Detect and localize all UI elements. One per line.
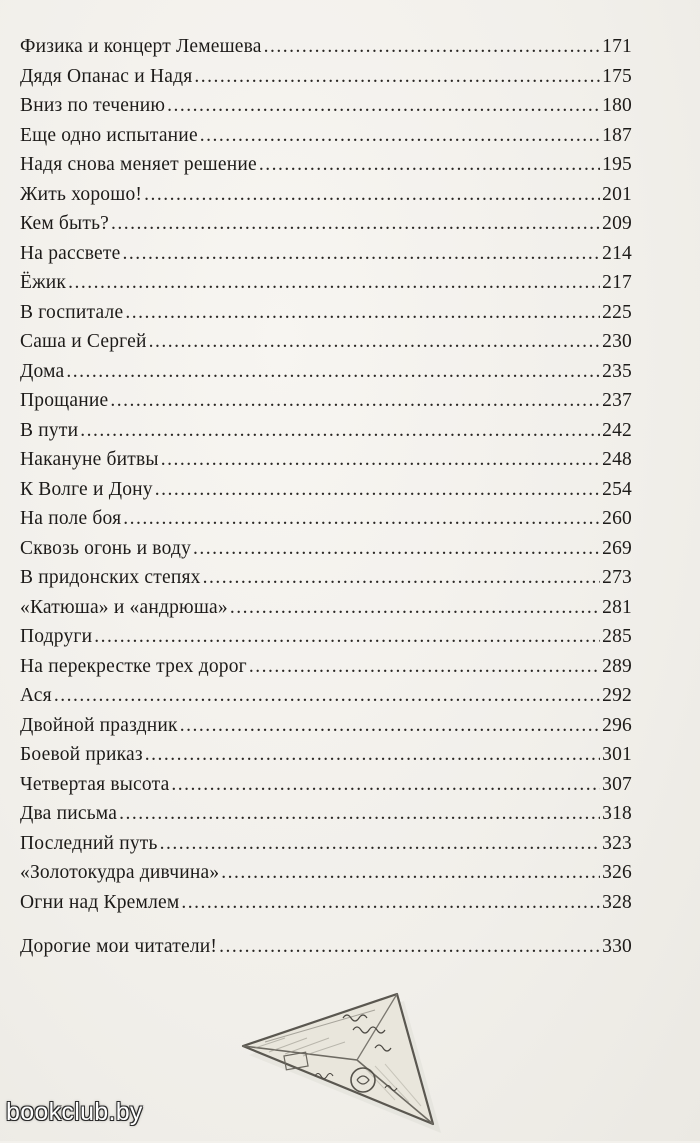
toc-dot-leader xyxy=(145,744,600,766)
toc-entry-title: Два письма xyxy=(20,803,118,824)
toc-entry xyxy=(20,95,632,125)
toc-dot-leader xyxy=(119,803,600,825)
toc-entry-page: 269 xyxy=(602,537,632,559)
toc-entry-title: Последний путь xyxy=(20,832,158,854)
toc-entry xyxy=(20,420,632,450)
toc-entry-page: 180 xyxy=(602,95,632,116)
toc-entry-page: 237 xyxy=(602,390,632,411)
toc-entry-afterword xyxy=(20,936,632,966)
toc-dot-leader xyxy=(181,892,600,914)
toc-dot-leader xyxy=(249,656,600,678)
toc-entry-page: 230 xyxy=(602,331,632,352)
toc-entry xyxy=(20,833,632,863)
toc-entry-title: Кем быть? xyxy=(20,213,110,234)
toc-entry xyxy=(20,302,632,332)
toc-entry xyxy=(20,656,632,686)
toc-entry-title: Дома xyxy=(20,360,65,382)
toc-dot-leader xyxy=(111,213,600,235)
toc-entry xyxy=(20,184,632,214)
toc-entry-page: 225 xyxy=(602,301,632,323)
table-of-contents xyxy=(20,36,632,966)
toc-entry-page: 281 xyxy=(602,596,632,618)
toc-entry-title: Дорогие мои читатели! xyxy=(20,936,218,957)
toc-entry xyxy=(20,597,632,627)
toc-dot-leader xyxy=(160,833,601,855)
toc-entry-title: На перекрестке трех дорог xyxy=(20,655,247,677)
toc-entry xyxy=(20,862,632,892)
toc-entry xyxy=(20,272,632,302)
toc-entry-page: 273 xyxy=(602,567,632,588)
toc-dot-leader xyxy=(200,125,600,147)
toc-entry-title: Дядя Опанас и Надя xyxy=(20,65,193,87)
toc-entry-title: В госпитале xyxy=(20,301,124,323)
toc-entry xyxy=(20,567,632,597)
toc-entry-page: 209 xyxy=(602,213,632,234)
toc-entry-title: Ёжик xyxy=(20,272,67,293)
toc-entry-title: Жить хорошо! xyxy=(20,183,143,205)
toc-dot-leader xyxy=(259,154,600,176)
toc-dot-leader xyxy=(122,243,600,265)
toc-dot-leader xyxy=(230,597,600,619)
toc-entry-title: Надя снова меняет решение xyxy=(20,154,257,175)
toc-entry xyxy=(20,803,632,833)
toc-entry xyxy=(20,538,632,568)
toc-entry xyxy=(20,744,632,774)
toc-dot-leader xyxy=(221,862,600,884)
toc-entry-title: Саша и Сергей xyxy=(20,331,147,352)
toc-dot-leader xyxy=(193,538,600,560)
toc-dot-leader xyxy=(264,36,600,58)
toc-entry-title: Подруги xyxy=(20,626,93,647)
toc-entry xyxy=(20,66,632,96)
toc-entry-page: 235 xyxy=(602,360,632,382)
toc-entry xyxy=(20,243,632,273)
toc-entry-title: Двойной праздник xyxy=(20,714,178,736)
toc-entry xyxy=(20,508,632,538)
toc-entry-title: Прощание xyxy=(20,390,109,411)
toc-entry-page: 289 xyxy=(602,655,632,677)
toc-dot-leader xyxy=(171,774,600,796)
toc-entry xyxy=(20,361,632,391)
toc-dot-leader xyxy=(203,567,601,589)
toc-entry xyxy=(20,36,632,66)
toc-entry-title: Четвертая высота xyxy=(20,773,170,795)
toc-dot-leader xyxy=(125,302,600,324)
toc-entry-title: Ася xyxy=(20,685,52,706)
toc-entry xyxy=(20,390,632,420)
toc-entry-page: 201 xyxy=(602,183,632,205)
toc-entry-page: 214 xyxy=(602,242,632,264)
toc-entry-page: 301 xyxy=(602,744,632,765)
toc-entry xyxy=(20,125,632,155)
toc-dot-leader xyxy=(94,626,600,648)
toc-entry xyxy=(20,479,632,509)
toc-entry-page: 326 xyxy=(602,862,632,883)
toc-entry-page: 296 xyxy=(602,714,632,736)
toc-entry-page: 195 xyxy=(602,154,632,175)
toc-entry-page: 307 xyxy=(602,773,632,795)
toc-entry-page: 175 xyxy=(602,65,632,87)
toc-entry-title: Накануне битвы xyxy=(20,449,159,470)
toc-entry-title: На поле боя xyxy=(20,508,122,529)
toc-dot-leader xyxy=(144,184,600,206)
toc-entry-title: «Катюша» и «андрюша» xyxy=(20,596,228,618)
toc-entry-title: Еще одно испытание xyxy=(20,124,198,146)
toc-dot-leader xyxy=(167,95,600,117)
toc-entry-page: 187 xyxy=(602,124,632,146)
toc-dot-leader xyxy=(180,715,600,737)
toc-entry-title: Боевой приказ xyxy=(20,744,143,765)
toc-dot-leader xyxy=(194,66,600,88)
toc-entry-title: «Золотокудра дивчина» xyxy=(20,862,220,883)
toc-entry-page: 242 xyxy=(602,419,632,441)
toc-dot-leader xyxy=(110,390,600,412)
toc-dot-leader xyxy=(66,361,600,383)
toc-entry-title: На рассвете xyxy=(20,242,121,264)
toc-dot-leader xyxy=(123,508,600,530)
toc-entry-title: В пути xyxy=(20,419,79,441)
toc-dot-leader xyxy=(219,936,600,958)
toc-entry xyxy=(20,626,632,656)
toc-entry-page: 217 xyxy=(602,272,632,293)
toc-entry xyxy=(20,154,632,184)
toc-entry-title: Сквозь огонь и воду xyxy=(20,537,192,559)
folded-letter-triangle-icon xyxy=(225,988,455,1138)
toc-entry xyxy=(20,331,632,361)
toc-entry xyxy=(20,715,632,745)
toc-dot-leader xyxy=(80,420,600,442)
toc-entry-page: 330 xyxy=(602,936,632,957)
toc-entry-title: К Волге и Дону xyxy=(20,478,153,500)
toc-entry-page: 171 xyxy=(602,36,632,57)
toc-entry-page: 328 xyxy=(602,891,632,913)
toc-dot-leader xyxy=(54,685,600,707)
toc-entry-page: 254 xyxy=(602,478,632,500)
toc-entry-page: 248 xyxy=(602,449,632,470)
toc-dot-leader xyxy=(161,449,600,471)
toc-entry-page: 318 xyxy=(602,803,632,824)
toc-dot-leader xyxy=(149,331,601,353)
toc-entry xyxy=(20,213,632,243)
watermark-text: bookclub.by xyxy=(6,1098,143,1126)
toc-entry xyxy=(20,892,632,922)
toc-dot-leader xyxy=(68,272,600,294)
toc-entry-title: Физика и концерт Лемешева xyxy=(20,36,262,57)
toc-entry-page: 260 xyxy=(602,508,632,529)
toc-entry-title: Огни над Кремлем xyxy=(20,891,180,913)
toc-entry-title: В придонских степях xyxy=(20,567,201,588)
toc-entry-page: 292 xyxy=(602,685,632,706)
toc-entry xyxy=(20,449,632,479)
toc-entry-page: 323 xyxy=(602,832,632,854)
toc-entry-page: 285 xyxy=(602,626,632,647)
toc-dot-leader xyxy=(155,479,600,501)
toc-entry-title: Вниз по течению xyxy=(20,95,166,116)
toc-entry xyxy=(20,685,632,715)
toc-entry xyxy=(20,774,632,804)
